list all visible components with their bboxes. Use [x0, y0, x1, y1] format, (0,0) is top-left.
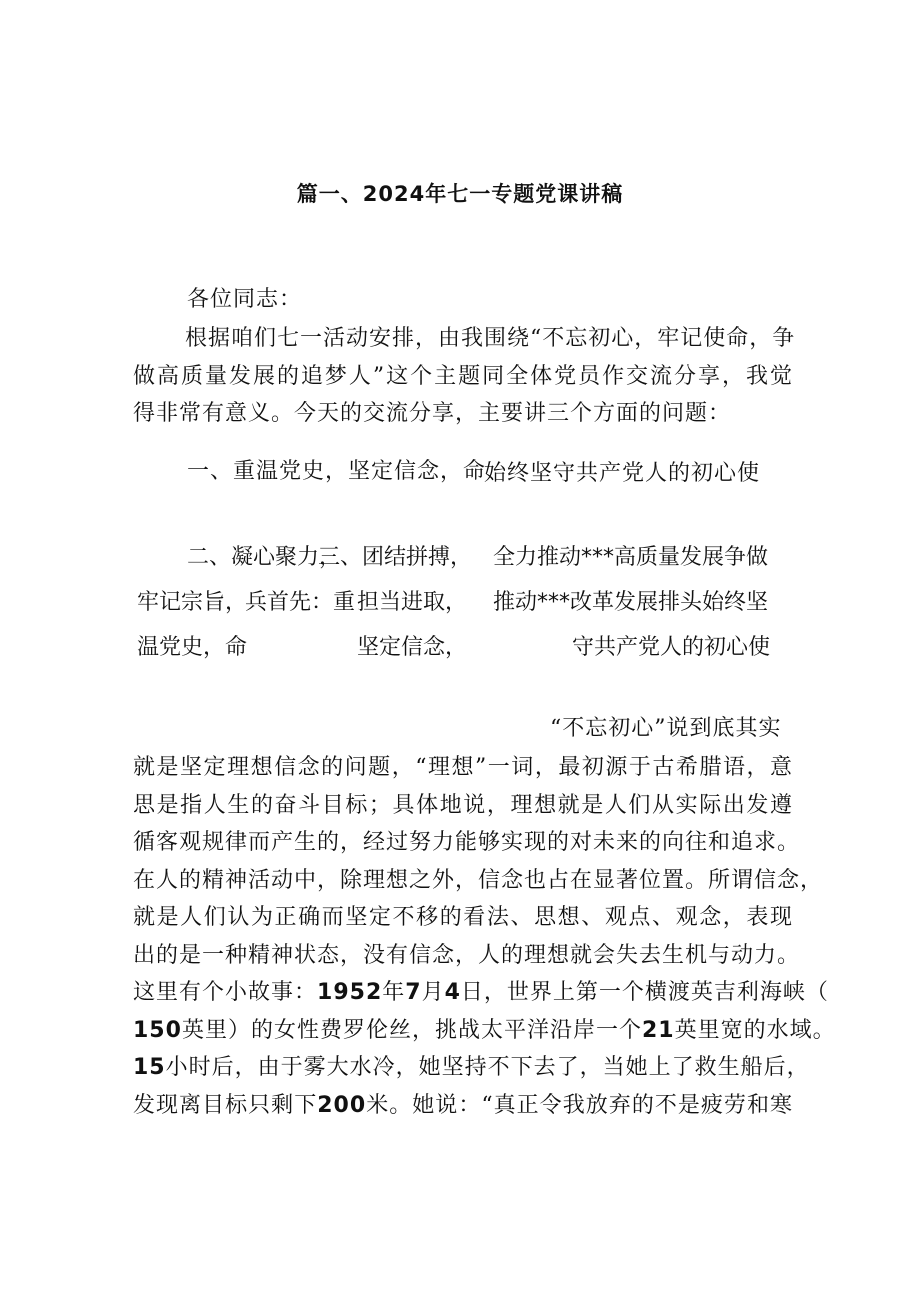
col-mid-line: 坚定信念，	[357, 635, 468, 660]
col-left-line: 温党史，命	[137, 635, 248, 660]
body-line: 就是人们认为正确而坚定不移的看法、思想、观点、观念，表现	[133, 905, 793, 930]
body-line: 思是指人生的奋斗目标；具体地说，理想就是人们从实际出发遵	[133, 792, 793, 818]
col-right-line: 守共产党人的初心使	[572, 635, 771, 660]
body-line: 就是坚定理想信念的问题，“理想”一词，最初源于古希腊语，意	[133, 755, 793, 780]
intro-paragraph	[133, 320, 796, 433]
salutation: 各位同志：	[187, 287, 303, 312]
col-right-line: 推动***改革发展排头始终坚	[493, 590, 769, 615]
story-line: 150英里）的女性费罗伦丝，挑战太平洋沿岸一个21英里宽的水域。	[133, 1017, 836, 1043]
intro-line: 做高质量发展的追梦人”这个主题同全体党员作交流分享，我觉	[133, 363, 793, 389]
story-line: 15小时后，由于雾大水冷，她坚持不下去了，当她上了救生船后，	[133, 1055, 810, 1080]
section-lead: “不忘初心”说到底其实	[550, 716, 782, 741]
col-mid-line: 担当进取，	[357, 590, 468, 615]
col-left2-line: 兵首先：重	[245, 590, 356, 615]
col-right-line: 全力推动***高质量发展争做	[493, 545, 769, 570]
body-paragraph	[133, 749, 824, 974]
col-left2-line: 三、团结拼搏，	[318, 545, 473, 570]
intro-line: 根据咱们七一活动安排，由我围绕“不忘初心，牢记使命，争	[185, 326, 796, 351]
story-paragraph	[133, 974, 836, 1124]
page-title: 篇一、2024年七一专题党课讲稿	[296, 182, 624, 206]
story-line: 这里有个小故事：1952年7月4日，世界上第一个横渡英吉利海峡（	[133, 980, 829, 1005]
point-one-left: 一、重温党史，坚定信念，命	[187, 459, 487, 484]
body-line: 出的是一种精神状态，没有信念，人的理想就会失去生机与动力。	[133, 942, 801, 968]
col-left-line: 牢记宗旨，	[137, 590, 248, 615]
story-line: 发现离目标只剩下200米。她说：“真正令我放弃的不是疲劳和寒	[133, 1092, 793, 1118]
body-line: 在人的精神活动中，除理想之外，信念也占在显著位置。所谓信念，	[133, 867, 824, 893]
point-one-right: 始终坚守共产党人的初心使	[484, 461, 761, 486]
col-left-line: 二、凝心聚力，	[187, 545, 342, 570]
body-line: 循客观规律而产生的，经过努力能够实现的对未来的向往和追求。	[133, 830, 801, 855]
intro-line: 得非常有意义。今天的交流分享，主要讲三个方面的问题：	[133, 401, 732, 426]
